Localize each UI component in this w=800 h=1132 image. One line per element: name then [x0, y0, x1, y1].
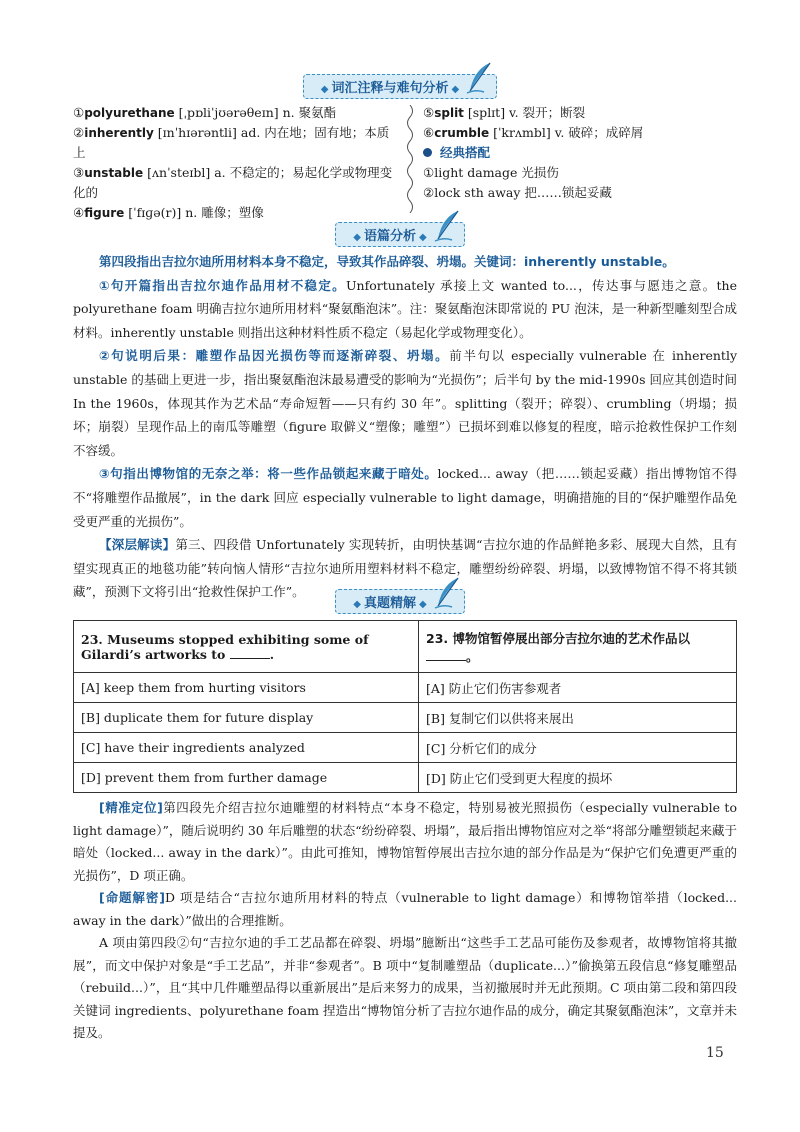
option-en: [D] prevent them from further damage	[74, 763, 419, 793]
vocab-left-column	[73, 103, 399, 223]
question-zh: 23. 博物馆暂停展出部分吉拉尔迪的艺术作品以。	[419, 621, 737, 673]
question-decoding-paragraph: [命题解密]D 项是结合“吉拉尔迪所用材料的特点（vulnerable to light damage）和博物馆举措（locked... away in the dark）”做出的合理推断。	[73, 890, 737, 928]
option-zh: [B] 复制它们以供将来展出	[419, 703, 737, 733]
option-row	[74, 703, 737, 733]
analysis-paragraph: ①句开篇指出吉拉尔迪作品用材不稳定。Unfortunately 承接上文 wanted to...，传达事与愿违之意。the polyurethane foam 明确吉拉尔迪所用材料“聚氨酯泡沫”。注：聚氨酯泡沫即常说的 PU 泡沫，是一种新型雕刻型合成材料。inherently unstable 则指出这种材料性质不稳定（易起化学或物理变化）。	[73, 277, 737, 340]
exam-banner-title: 真题精解	[363, 596, 416, 611]
question-en: 23. Museums stopped exhibiting some of Gilardi’s artworks to .	[74, 621, 419, 673]
feather-pen-icon	[432, 209, 462, 243]
option-en: [B] duplicate them for future display	[74, 703, 419, 733]
banner-pill: ◆ 语篇分析 ◆	[335, 222, 464, 247]
vocab-entry: ④figure [ˈfɪɡə(r)] n. 雕像；塑像	[73, 205, 264, 220]
vocab-entry: ⑥crumble [ˈkrʌmbl] v. 破碎；成碎屑	[423, 125, 644, 140]
discourse-analysis	[73, 250, 737, 604]
option-en: [A] keep them from hurting visitors	[74, 673, 419, 703]
exam-section-banner	[0, 589, 800, 614]
vocab-banner-title: 词汇注释与难句分析	[331, 81, 449, 96]
option-en: [C] have their ingredients analyzed	[74, 733, 419, 763]
vocab-entry: ③unstable [ʌnˈsteɪbl] a. 不稳定的；易起化学或物理变	[73, 165, 393, 180]
answer-blank	[230, 647, 270, 659]
analysis-summary: 第四段指出吉拉尔迪所用材料本身不稳定，导致其作品碎裂、坍塌。关键词：inherently unstable。	[99, 254, 675, 269]
banner-pill: ◆ 真题精解 ◆	[335, 589, 464, 614]
vocab-right-column	[423, 103, 743, 203]
option-zh: [C] 分析它们的成分	[419, 733, 737, 763]
question-row	[74, 621, 737, 673]
vocab-entry-continued: 化的	[73, 185, 99, 200]
precise-location-paragraph: [精准定位]第四段先介绍吉拉尔迪雕塑的材料特点“本身不稳定，特别易被光照损伤（especially vulnerable to light damage）”，随后说明约 30 年后雕塑的状态“纷纷碎裂、坍塌”，最后指出博物馆应对之举“将部分雕塑锁起来藏于暗处（locked... away in the dark）”。由此可推知，博物馆暂停展出吉拉尔迪的部分作品是为“保护它们免遭更严重的光损伤”，D 项正确。	[73, 800, 737, 883]
answer-explanation	[73, 797, 737, 1045]
question-table	[73, 620, 737, 793]
option-zh: [A] 防止它们伤害参观者	[419, 673, 737, 703]
vocab-entry: ⑤split [splɪt] v. 裂开；断裂	[423, 105, 586, 120]
option-row	[74, 733, 737, 763]
banner-pill: ◆ 词汇注释与难句分析 ◆	[303, 74, 497, 99]
collocation-heading: 经典搭配	[423, 143, 743, 163]
feather-pen-icon	[432, 576, 462, 610]
vocab-entry: ①polyurethane [ˌpɒliˈjʊərəθeɪn] n. 聚氨酯	[73, 105, 337, 120]
vocab-section-banner	[0, 74, 800, 99]
option-row	[74, 763, 737, 793]
analysis-section-banner	[0, 222, 800, 247]
vocab-entry: ②inherently [ɪnˈhɪərəntli] ad. 内在地；固有地；本质上	[73, 125, 390, 160]
deep-reading-paragraph: 【深层解读】第三、四段借 Unfortunately 实现转折，由明快基调“吉拉尔迪的作品鲜艳多彩、展现大自然，且有望实现真正的地毯功能”转向恼人情形“吉拉尔迪所用塑料材料不稳定，雕塑纷纷碎裂、坍塌，以致博物馆不得不将其锁藏”，预测下文将引出“抢救性保护工作”。	[73, 537, 737, 600]
analysis-paragraph: ③句指出博物馆的无奈之举：将一些作品锁起来藏于暗处。locked... away（把……锁起妥藏）指出博物馆不得不“将雕塑作品撤展”，in the dark 回应 especially vulnerable to light damage，明确措施的目的“保护雕塑作品免受更严重的光损伤”。	[73, 466, 737, 529]
bullet-dot-icon	[423, 148, 432, 157]
wavy-divider	[403, 105, 417, 213]
distractor-analysis-paragraph: A 项由第四段②句“吉拉尔迪的手工艺品都在碎裂、坍塌”臆断出“这些手工艺品可能伤及参观者，故博物馆将其撤展”，而文中保护对象是“手工艺品”，并非“参观者”。B 项中“复制雕塑品（duplicate...）”偷换第五段信息“修复雕塑品（rebuild...）”，且“其中几件雕塑品得以重新展出”是后来努力的成果，当初撤展时并无此预期。C 项由第二段和第四段关键词 ingredients、polyurethane foam 捏造出“博物馆分析了吉拉尔迪作品的成分，确定其聚氨酯泡沫”，文章并未提及。	[73, 935, 737, 1040]
collocation-item: ②lock sth away 把……锁起妥藏	[423, 185, 612, 200]
collocation-item: ①light damage 光损伤	[423, 165, 559, 180]
option-row	[74, 673, 737, 703]
analysis-paragraph: ②句说明后果：雕塑作品因光损伤等而逐渐碎裂、坍塌。前半句以 especially vulnerable 在 inherently unstable 的基础上更进一步，指出聚氨酯泡沫最易遭受的影响为“光损伤”；后半句 by the mid-1990s 回应其创造时间 In the 1960s，体现其作为艺术品“寿命短暂——只有约 30 年”。splitting（裂开；碎裂）、crumbling（坍塌；损坏；崩裂）呈现作品上的南瓜等雕塑（figure 取僻义“塑像；雕塑”）已损坏到难以修复的程度，暗示抢救性保护工作刻不容缓。	[73, 348, 738, 458]
analysis-banner-title: 语篇分析	[363, 229, 416, 244]
feather-pen-icon	[464, 61, 494, 95]
page-number: 15	[706, 1045, 724, 1061]
option-zh: [D] 防止它们受到更大程度的损坏	[419, 763, 737, 793]
answer-blank	[426, 649, 466, 661]
